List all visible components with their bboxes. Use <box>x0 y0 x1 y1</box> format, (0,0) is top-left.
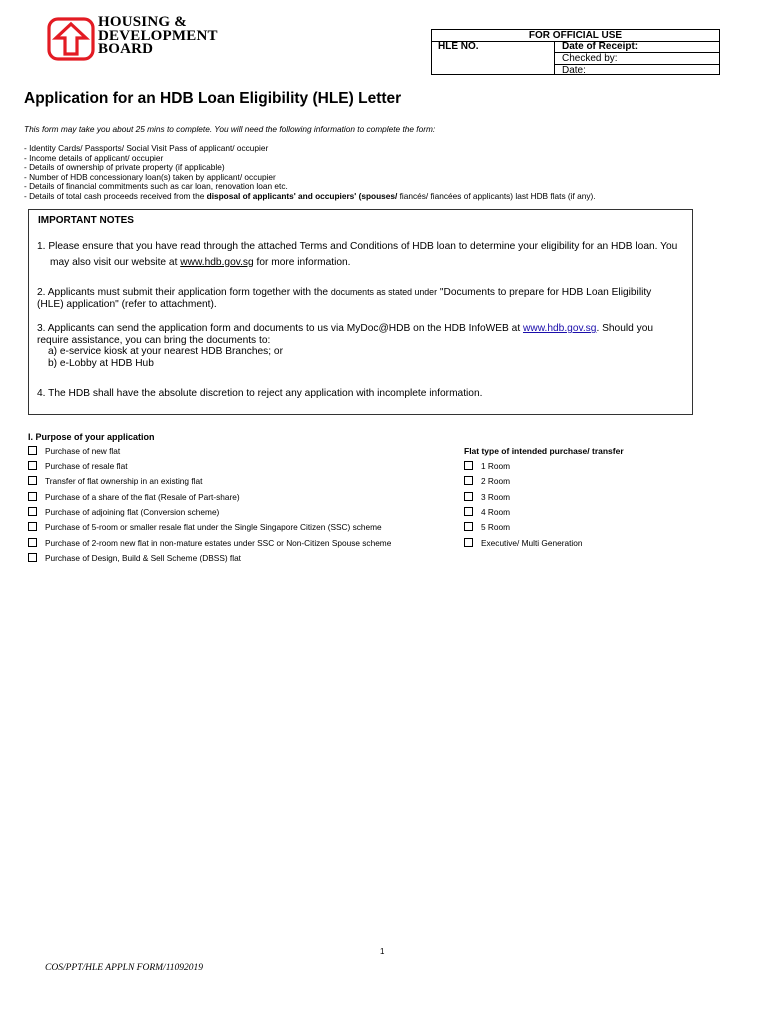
checkbox[interactable] <box>28 553 37 562</box>
flat-type-option[interactable] <box>464 460 510 472</box>
checkbox[interactable] <box>28 461 37 470</box>
flat-type-title: Flat type of intended purchase/ transfer <box>464 446 624 456</box>
note-1-line-1: 1. Please ensure that you have read through the attached Terms and Conditions of HDB loan to determine your eligibility for an HDB loan. You <box>37 241 678 252</box>
form-reference-footer: COS/PPT/HLE APPLN FORM/11092019 <box>45 963 203 973</box>
notes-title: IMPORTANT NOTES <box>38 215 134 226</box>
section-1-title: I. Purpose of your application <box>28 432 155 442</box>
list-item: - Number of HDB concessionary loan(s) taken by applicant/ occupier <box>24 171 276 182</box>
purpose-option[interactable] <box>28 537 391 549</box>
hle-no-label: HLE NO. <box>438 41 479 52</box>
option-label: 1 Room <box>481 461 511 471</box>
list-item: - Details of ownership of private property (if applicable) <box>24 162 225 173</box>
important-notes-box <box>28 209 693 415</box>
checkbox[interactable] <box>464 461 473 470</box>
note-text: . Should you <box>596 323 654 334</box>
hdb-infoweb-link[interactable]: www.hdb.gov.sg <box>523 323 597 334</box>
purpose-option[interactable] <box>28 491 240 503</box>
note-text: 2. Applicants must submit their application form together with the <box>37 287 331 298</box>
purpose-option[interactable] <box>28 460 128 472</box>
option-label: Purchase of resale flat <box>45 461 128 471</box>
note-text: "Documents to prepare for HDB Loan Eligibility <box>437 287 652 298</box>
option-label: Purchase of new flat <box>45 446 121 456</box>
note-4: 4. The HDB shall have the absolute discretion to reject any application with incomplete information. <box>37 388 483 399</box>
option-label: Purchase of Design, Build & Sell Scheme (DBSS) flat <box>45 553 241 563</box>
note-3-option-a: a) e-service kiosk at your nearest HDB Branches; or <box>48 346 283 357</box>
option-label: Purchase of 2-room new flat in non-mature estates under SSC or Non-Citizen Spouse scheme <box>45 538 392 548</box>
note-2 <box>37 286 687 311</box>
checkbox[interactable] <box>464 538 473 547</box>
checkbox[interactable] <box>28 476 37 485</box>
official-use-table <box>431 29 720 75</box>
note-text: documents as stated under <box>330 287 438 297</box>
option-label: Purchase of a share of the flat (Resale of Part-share) <box>45 492 240 502</box>
hdb-website-link[interactable]: www.hdb.gov.sg <box>180 256 254 268</box>
logo-line-2: DEVELOPMENT <box>98 27 218 44</box>
note-1 <box>37 239 687 270</box>
checkbox[interactable] <box>28 446 37 455</box>
list-item: - Identity Cards/ Passports/ Social Visit Pass of applicant/ occupier <box>24 143 269 153</box>
checkbox[interactable] <box>28 492 37 501</box>
option-label: 4 Room <box>481 507 511 517</box>
checkbox[interactable] <box>464 476 473 485</box>
page-number: 1 <box>380 947 385 956</box>
note-3 <box>37 323 687 369</box>
hdb-logo-icon <box>47 17 95 61</box>
list-item-text: - Details of total cash proceeds received from the <box>24 190 207 201</box>
flat-type-option[interactable] <box>464 521 510 533</box>
hle-no-cell <box>432 41 555 75</box>
checked-by-label: Checked by: <box>562 53 618 64</box>
list-item: - Details of financial commitments such as car loan, renovation loan etc. <box>24 181 288 192</box>
option-label: Transfer of flat ownership in an existing flat <box>45 476 203 486</box>
checked-by-cell <box>555 53 720 65</box>
checkbox[interactable] <box>28 538 37 547</box>
date-cell <box>555 65 720 76</box>
list-item-bold-text: disposal of applicants' and occupiers' (spouses/ <box>206 190 398 201</box>
purpose-option[interactable] <box>28 506 219 518</box>
option-label: Purchase of adjoining flat (Conversion scheme) <box>45 507 220 517</box>
date-of-receipt-label: Date of Receipt: <box>562 41 639 52</box>
list-item-text: fiancés/ fiancées of applicants) last HDB flats (if any). <box>397 190 596 201</box>
note-text: 3. Applicants can send the application form and documents to us via MyDoc@HDB on the HDB InfoWEB at <box>37 323 523 334</box>
list-item <box>24 192 596 202</box>
option-label: 5 Room <box>481 522 511 532</box>
logo-line-3: BOARD <box>98 41 154 57</box>
checkbox[interactable] <box>464 522 473 531</box>
checkbox[interactable] <box>464 492 473 501</box>
flat-type-option[interactable] <box>464 475 510 487</box>
purpose-option[interactable] <box>28 521 382 533</box>
purpose-option[interactable] <box>28 445 120 457</box>
checkbox[interactable] <box>464 507 473 516</box>
requirements-list <box>24 144 596 202</box>
intro-text: This form may take you about 25 mins to complete. You will need the following information to complete the form: <box>24 124 436 134</box>
note-3-option-b: b) e-Lobby at HDB Hub <box>48 357 154 369</box>
organisation-name <box>98 16 218 57</box>
checkbox[interactable] <box>28 522 37 531</box>
logo-line-1: HOUSING & <box>98 14 187 30</box>
note-2-line-2: (HLE) application" (refer to attachment). <box>37 299 217 310</box>
list-item: - Income details of applicant/ occupier <box>24 152 164 163</box>
note-text: for more information. <box>253 256 351 268</box>
option-label: 2 Room <box>481 476 511 486</box>
flat-type-option[interactable] <box>464 537 582 549</box>
date-of-receipt-cell <box>555 41 720 53</box>
purpose-option[interactable] <box>28 552 241 564</box>
flat-type-option[interactable] <box>464 506 510 518</box>
official-use-header: FOR OFFICIAL USE <box>432 30 719 42</box>
flat-type-option[interactable] <box>464 491 510 503</box>
page-title: Application for an HDB Loan Eligibility (HLE) Letter <box>24 90 402 107</box>
note-text: may also visit our website at <box>50 256 181 268</box>
date-label: Date: <box>562 65 586 76</box>
note-3-line-2: require assistance, you can bring the documents to: <box>37 334 271 346</box>
purpose-option[interactable] <box>28 475 202 487</box>
note-1-line-2 <box>37 255 687 271</box>
checkbox[interactable] <box>28 507 37 516</box>
option-label: Executive/ Multi Generation <box>481 538 583 548</box>
option-label: Purchase of 5-room or smaller resale flat under the Single Singapore Citizen (SSC) scheme <box>45 522 382 532</box>
option-label: 3 Room <box>481 492 511 502</box>
